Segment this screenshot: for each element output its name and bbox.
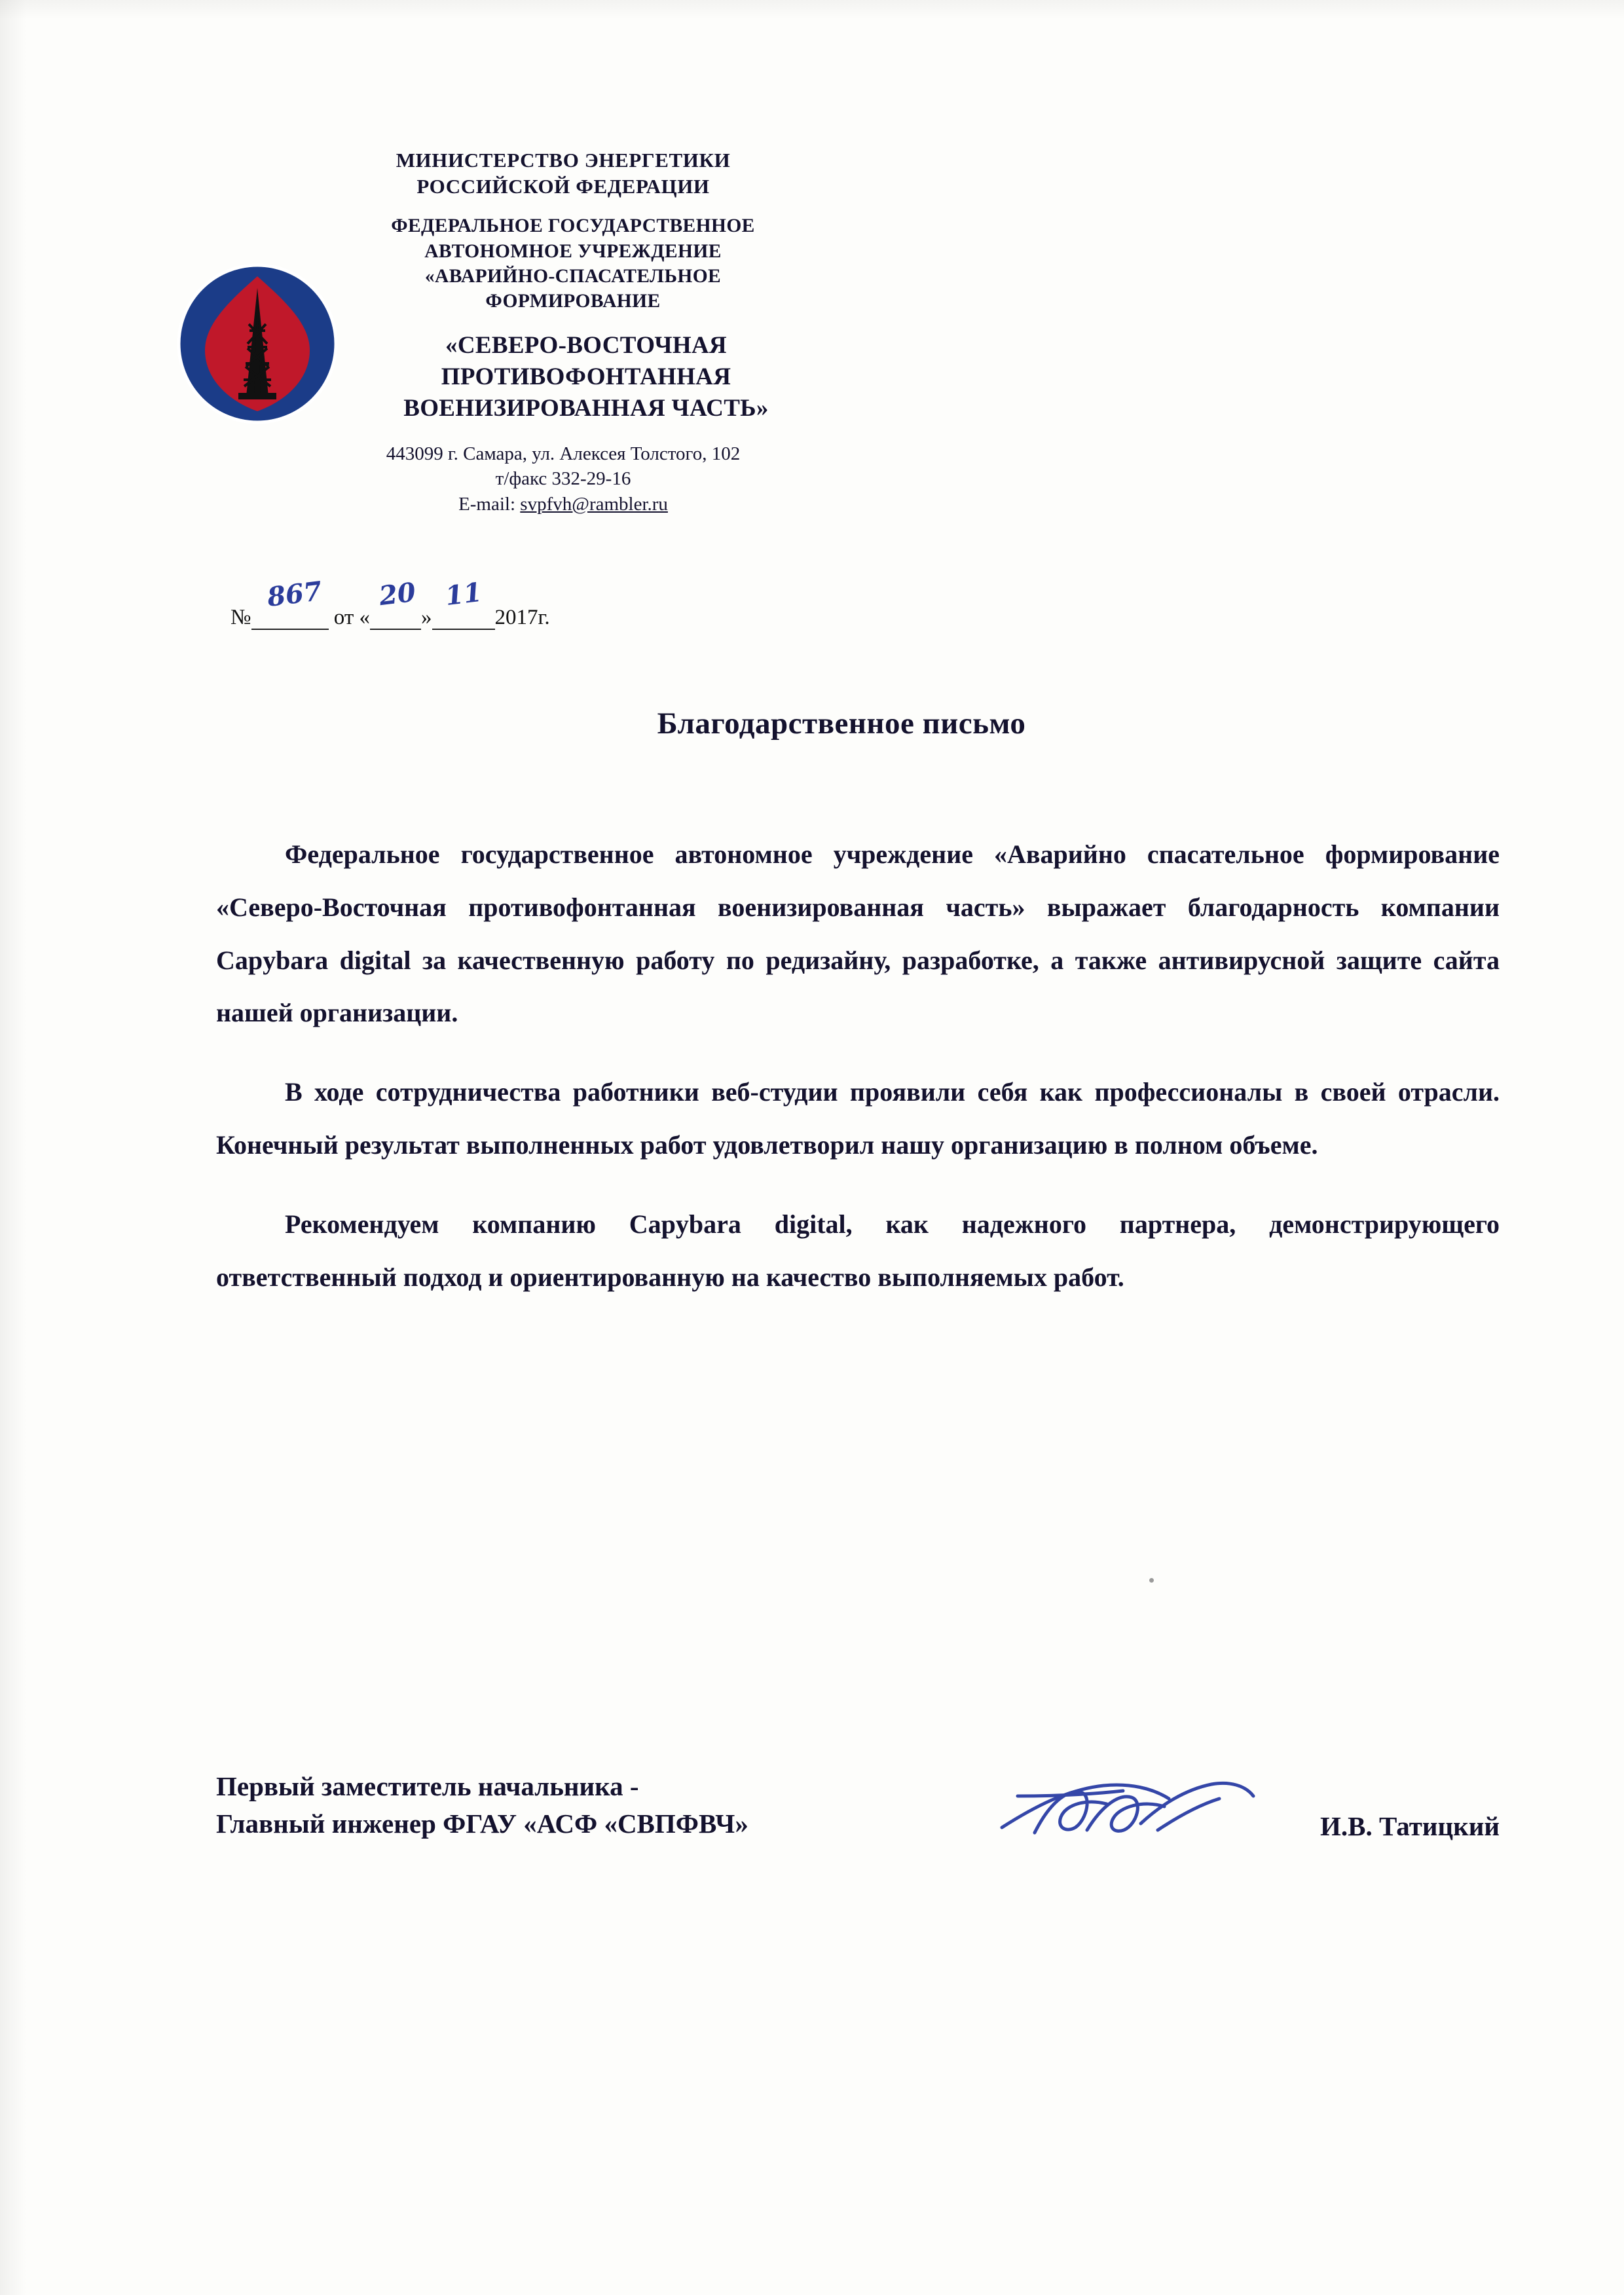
signature-block bbox=[216, 1768, 1506, 1842]
org-line-2: ПРОТИВОФОНТАННАЯ bbox=[441, 363, 731, 390]
ministry-line-2: РОССИЙСКОЙ ФЕДЕРАЦИИ bbox=[416, 174, 710, 198]
signature-row bbox=[216, 1805, 1506, 1843]
year-label: 2017г. bbox=[494, 606, 550, 629]
paragraph-2: В ходе сотрудничества работники веб-студии проявили себя как профессионалы в своей отрасли. Конечный результат выполненных работ удовлетворил нашу организацию в полном объеме. bbox=[216, 1077, 1500, 1160]
handwritten-number: 867 bbox=[265, 576, 323, 613]
handwritten-day: 20 bbox=[377, 576, 418, 612]
ministry-name bbox=[236, 147, 891, 199]
agency-line-1: ФЕДЕРАЛЬНОЕ ГОСУДАРСТВЕННОЕ bbox=[391, 215, 755, 237]
signer-position-line-1: Первый заместитель начальника - bbox=[216, 1771, 639, 1801]
month-blank[interactable] bbox=[432, 576, 495, 630]
letterhead bbox=[196, 147, 891, 517]
email-label: E-mail: bbox=[458, 493, 516, 515]
signer-position-line-2: Главный инженер ФГАУ «АСФ «СВПФВЧ» bbox=[216, 1808, 748, 1839]
fax-number: т/факс 332-29-16 bbox=[495, 468, 631, 490]
agency-name bbox=[255, 213, 891, 314]
quote-close: » bbox=[421, 606, 432, 629]
agency-line-2: АВТОНОМНОЕ УЧРЕЖДЕНИЕ bbox=[424, 240, 722, 262]
agency-line-3: «АВАРИЙНО-СПАСАТЕЛЬНОЕ bbox=[424, 266, 722, 287]
handwritten-month: 11 bbox=[443, 576, 483, 612]
signer-name: И.В. Татицкий bbox=[1320, 1811, 1500, 1842]
paragraph-3: Рекомендуем компанию Capybara digital, как надежного партнера, демонстрирующего ответственный подход и ориентированную на качество выполняемых работ. bbox=[216, 1209, 1500, 1292]
scan-edge-left bbox=[0, 0, 26, 2295]
org-line-1: «СЕВЕРО-ВОСТОЧНАЯ bbox=[445, 331, 727, 359]
number-blank[interactable] bbox=[251, 576, 329, 630]
paragraph-1: Федеральное государственное автономное учреждение «Аварийно спасательное формирование «Северо-Восточная противофонтанная военизированная часть» выражает благодарность компании Capybara digital за качественную работу по редизайну, разработке, а также антивирусной защите сайта нашей организации. bbox=[216, 839, 1500, 1028]
scan-edge-top bbox=[0, 0, 1624, 20]
number-label: № bbox=[231, 606, 251, 629]
handwritten-signature bbox=[989, 1767, 1264, 1852]
organization-name bbox=[282, 330, 891, 424]
day-blank[interactable] bbox=[370, 576, 421, 630]
scan-artifact-dot bbox=[1149, 1578, 1154, 1583]
quote-open: « bbox=[359, 606, 370, 629]
email-line bbox=[236, 492, 891, 517]
agency-line-4: ФОРМИРОВАНИЕ bbox=[485, 291, 661, 312]
email-address[interactable]: svpfvh@rambler.ru bbox=[520, 493, 668, 515]
ministry-line-1: МИНИСТЕРСТВО ЭНЕРГЕТИКИ bbox=[396, 149, 731, 172]
contact-block bbox=[236, 441, 891, 517]
letter-body bbox=[216, 802, 1500, 1304]
postal-address: 443099 г. Самара, ул. Алексея Толстого, 102 bbox=[386, 443, 741, 464]
org-line-3: ВОЕНИЗИРОВАННАЯ ЧАСТЬ» bbox=[403, 394, 769, 422]
reference-line bbox=[231, 576, 550, 630]
from-label: от bbox=[333, 606, 354, 629]
page-title: Благодарственное письмо bbox=[657, 707, 1026, 741]
